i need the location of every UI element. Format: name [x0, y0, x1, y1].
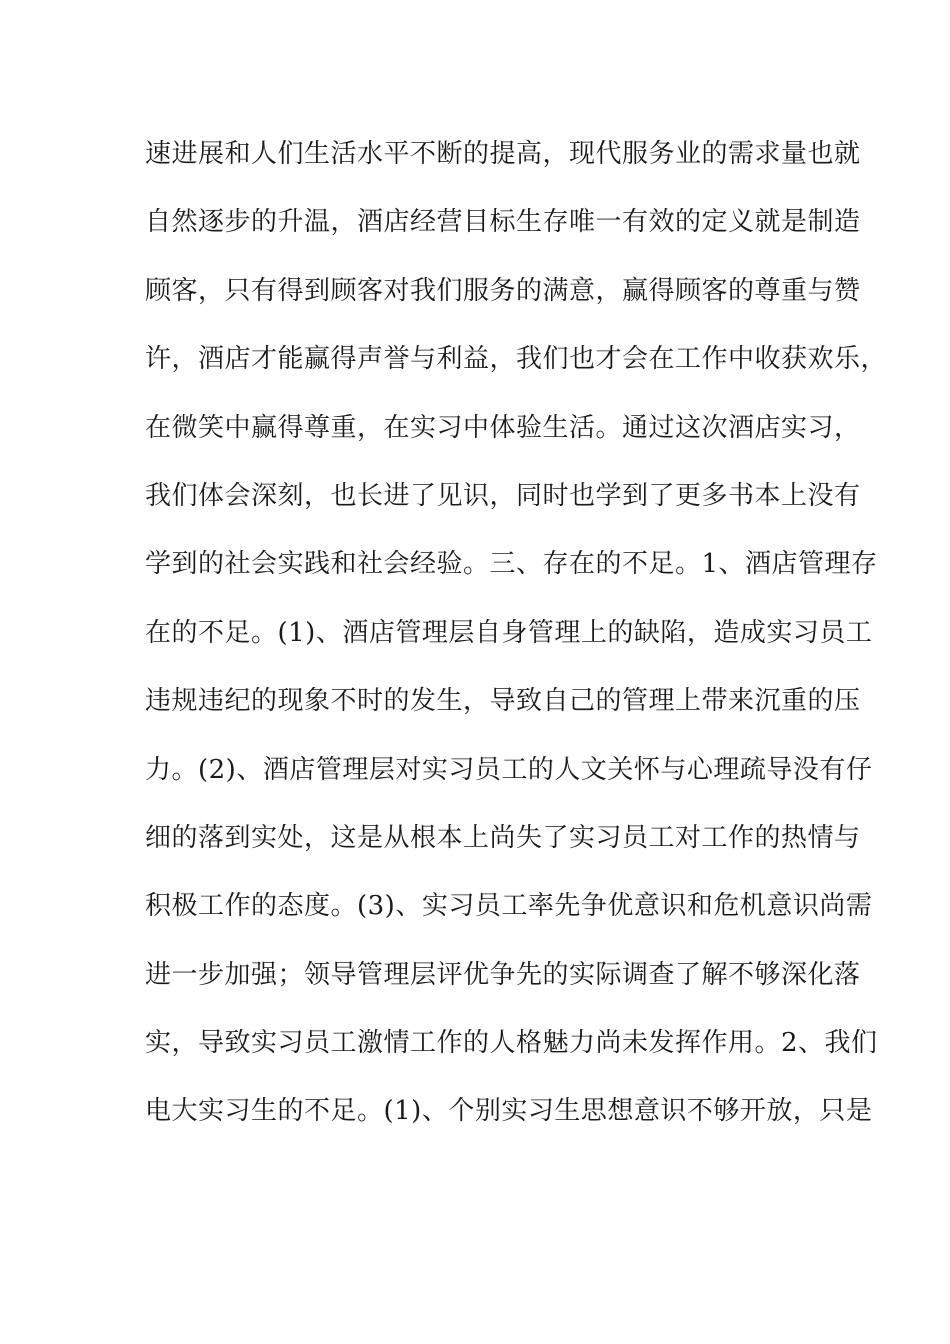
text-line: 速进展和人们生活水平不断的提高，现代服务业的需求量也就 — [145, 139, 861, 169]
text-line: 细的落到实处，这是从根本上尚失了实习员工对工作的热情与 — [145, 822, 861, 853]
text-line: 违规违纪的现象不时的发生，导致自己的管理上带来沉重的压 — [145, 686, 861, 717]
text-line: 在微笑中赢得尊重，在实习中体验生活。通过这次酒店实习， — [145, 412, 861, 443]
text-line: 进一步加强；领导管理层评优争先的实际调查了解不够深化落 — [145, 959, 861, 990]
text-line: 我们体会深刻，也长进了见识，同时也学到了更多书本上没有 — [145, 480, 861, 511]
text-line: 积极工作的态度。(3)、实习员工率先争优意识和危机意识尚需 — [145, 891, 873, 922]
text-line: 顾客，只有得到顾客对我们服务的满意，赢得顾客的尊重与赞 — [145, 275, 861, 306]
text-line: 学到的社会实践和社会经验。三、存在的不足。1、酒店管理存 — [145, 549, 878, 580]
text-line: 许，酒店才能赢得声誉与利益，我们也才会在工作中收获欢乐， — [145, 344, 888, 375]
text-line: 电大实习生的不足。(1)、个别实习生思想意识不够开放，只是 — [145, 1096, 873, 1127]
text-line: 在的不足。(1)、酒店管理层自身管理上的缺陷，造成实习员工 — [145, 617, 873, 648]
text-line: 力。(2)、酒店管理层对实习员工的人文关怀与心理疏导没有仔 — [145, 754, 873, 785]
text-line: 实，导致实习员工激情工作的人格魅力尚未发挥作用。2、我们 — [145, 1028, 878, 1059]
text-line: 自然逐步的升温，酒店经营目标生存唯一有效的定义就是制造 — [145, 207, 861, 238]
body-text — [145, 130, 888, 1156]
